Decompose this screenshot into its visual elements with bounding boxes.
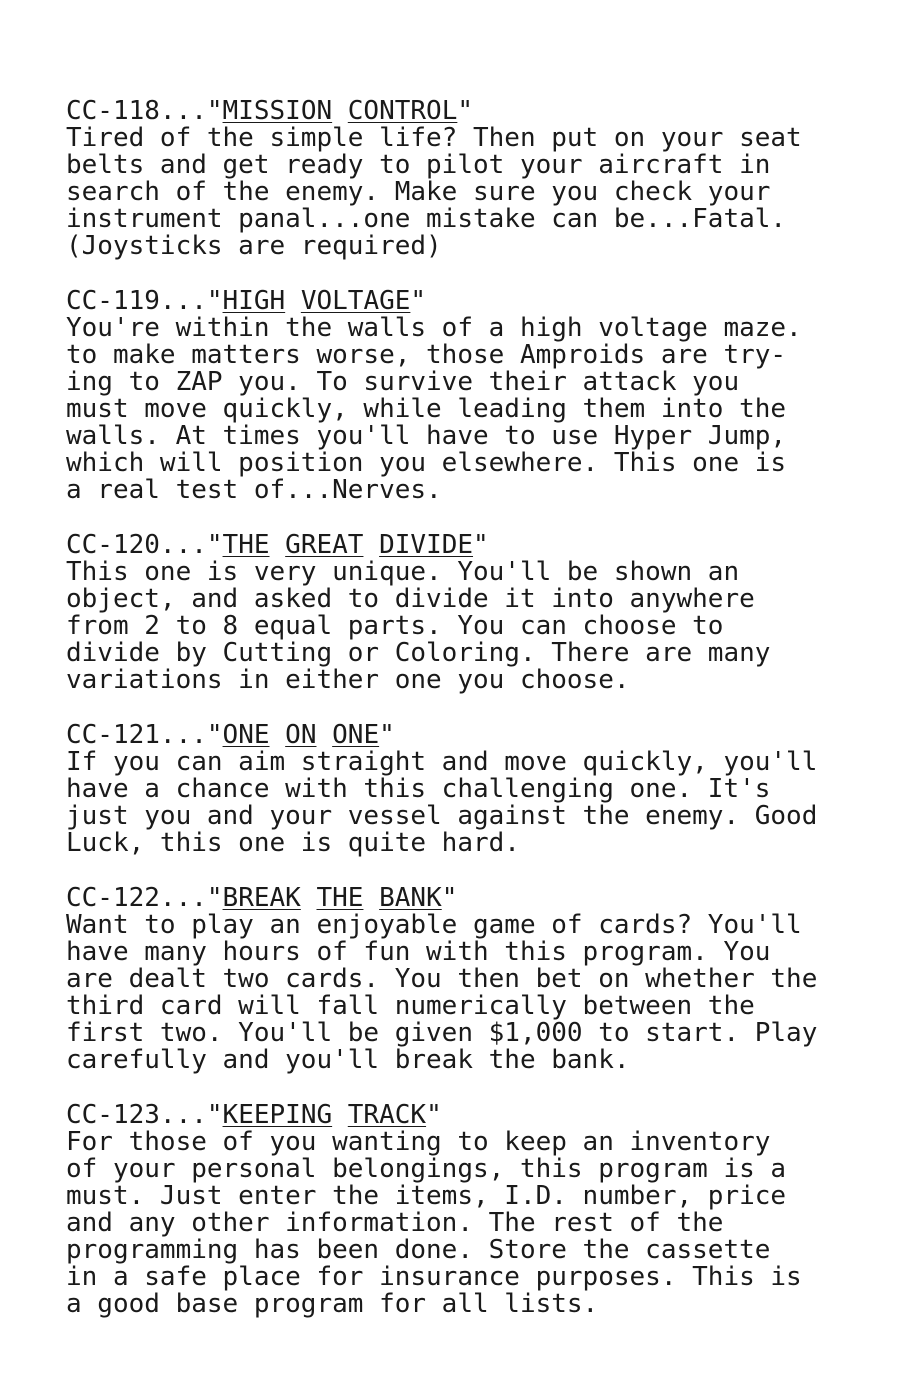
entry-title-word: HIGH [222,286,286,316]
entry-title-word: BANK [379,883,442,913]
entry-text-line: just you and your vessel against the enemy. Good [66,801,818,831]
entry-heading: CC-121..."ONE ON ONE" [66,720,395,750]
entry-code: CC-119 [66,286,160,316]
entry-code: CC-123 [66,1100,160,1130]
entry-text-line: from 2 to 8 equal parts. You can choose to [66,611,724,641]
entry-code: CC-118 [66,96,160,126]
catalog-entry-cc-123 [66,1101,866,1318]
entry-heading: CC-123..."KEEPING TRACK" [66,1100,442,1130]
entry-title-word: THE [222,530,270,560]
entry-heading: CC-120..."THE GREAT DIVIDE" [66,530,489,560]
entry-text-line: third card will fall numerically between the [66,991,755,1021]
entry-text-line: a real test of...Nerves. [66,475,442,505]
catalog-page [66,97,866,1345]
entry-text-line: must move quickly, while leading them into the [66,394,787,424]
entry-text-line: in a safe place for insurance purposes. This is [66,1262,802,1292]
entry-text-line: variations in either one you choose. [66,665,630,695]
entry-text-line: must. Just enter the items, I.D. number, price [66,1181,787,1211]
entry-title-word: ONE [332,720,380,750]
entry-title-word: ONE [222,720,270,750]
entry-text-line: You're within the walls of a high voltage maze. [66,313,802,343]
catalog-entry-cc-120 [66,531,866,694]
entry-code: CC-122 [66,883,160,913]
entry-text-line: are dealt two cards. You then bet on whether the [66,964,818,994]
entry-text-line: If you can aim straight and move quickly, you'll [66,747,818,777]
entry-title-word: ON [285,720,317,750]
entry-code: CC-121 [66,720,160,750]
entry-heading: CC-122..."BREAK THE BANK" [66,883,458,913]
catalog-entry-cc-121 [66,721,866,857]
entry-text-line: divide by Cutting or Coloring. There are many [66,638,771,668]
entry-text-line: instrument panal...one mistake can be...Fatal. [66,204,787,234]
entry-text-line: (Joysticks are required) [66,231,442,261]
entry-text-line: a good base program for all lists. [66,1289,599,1319]
entry-text-line: This one is very unique. You'll be shown an [66,557,740,587]
entry-text-line: Tired of the simple life? Then put on your seat [66,123,802,153]
entry-text-line: programming has been done. Store the cassette [66,1235,771,1265]
catalog-entry-cc-119 [66,287,866,504]
entry-title-word: CONTROL [347,96,458,126]
entry-heading: CC-118..."MISSION CONTROL" [66,96,474,126]
entry-text-line: to make matters worse, those Amproids are try- [66,340,787,370]
entry-code: CC-120 [66,530,160,560]
entry-title-word: VOLTAGE [300,286,411,316]
entry-text-line: carefully and you'll break the bank. [66,1045,630,1075]
entry-title-word: TRACK [347,1100,427,1130]
entry-text-line: Want to play an enjoyable game of cards? You'll [66,910,802,940]
entry-text-line: object, and asked to divide it into anywhere [66,584,755,614]
entry-text-line: of your personal belongings, this program is a [66,1154,787,1184]
entry-heading: CC-119..."HIGH VOLTAGE" [66,286,427,316]
entry-text-line: Luck, this one is quite hard. [66,828,520,858]
entry-text-line: walls. At times you'll have to use Hyper Jump, [66,421,787,451]
entry-title-word: BREAK [222,883,301,913]
entry-text-line: have a chance with this challenging one. It's [66,774,771,804]
entry-text-line: For those of you wanting to keep an inventory [66,1127,771,1157]
entry-text-line: search of the enemy. Make sure you check your [66,177,771,207]
entry-text-line: and any other information. The rest of the [66,1208,724,1238]
entry-text-line: ing to ZAP you. To survive their attack you [66,367,740,397]
entry-text-line: have many hours of fun with this program. You [66,937,771,967]
entry-text-line: first two. You'll be given $1,000 to start. Play [66,1018,818,1048]
entry-title-word: MISSION [222,96,333,126]
entry-title-word: DIVIDE [379,530,474,560]
entry-title-word: GREAT [285,530,364,560]
entry-text-line: belts and get ready to pilot your aircraft in [66,150,771,180]
catalog-entry-cc-122 [66,884,866,1074]
entry-text-line: which will position you elsewhere. This one is [66,448,787,478]
catalog-entry-cc-118 [66,97,866,260]
entry-title-word: THE [316,883,364,913]
entry-title-word: KEEPING [222,1100,333,1130]
